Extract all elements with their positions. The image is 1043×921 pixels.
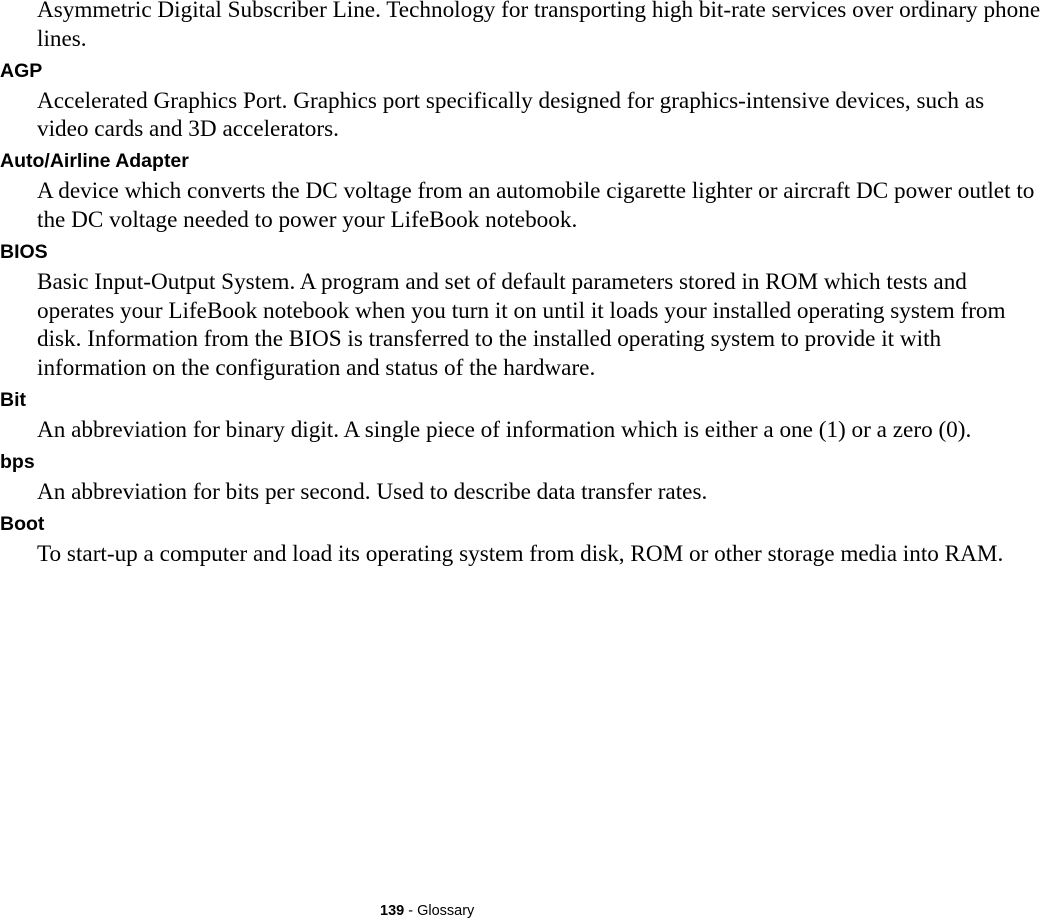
glossary-definition: An abbreviation for binary digit. A single piece of information which is either a one (1) or a zero (0).	[37, 416, 972, 443]
glossary-entry-auto-airline-adapter	[0, 144, 1043, 235]
glossary-definition: An abbreviation for bits per second. Used to describe data transfer rates.	[37, 478, 708, 505]
page-number: 139	[380, 903, 405, 919]
glossary-term: bps	[0, 450, 35, 473]
glossary-definition: Accelerated Graphics Port. Graphics port specifically designed for graphics-intensive devices, such as video cards and 3D accelerators.	[37, 87, 985, 143]
glossary-entry-bios	[0, 235, 1043, 383]
glossary-definition: A device which converts the DC voltage from an automobile cigarette lighter or aircraft DC power outlet to the DC voltage needed to power your LifeBook notebook.	[37, 178, 1035, 233]
glossary-term: AGP	[0, 59, 43, 82]
glossary-term: Boot	[0, 512, 45, 535]
glossary-entry-bps	[0, 445, 1043, 507]
adsl-definition: Asymmetric Digital Subscriber Line. Technology for transporting high bit-rate services over ordinary phone lines.	[37, 0, 1041, 52]
page-footer	[380, 902, 474, 920]
glossary-definition: To start-up a computer and load its operating system from disk, ROM or other storage media into RAM.	[37, 540, 1004, 567]
glossary-entry-agp	[0, 54, 1043, 145]
glossary-term: Auto/Airline Adapter	[0, 150, 189, 173]
footer-separator: -	[404, 903, 418, 919]
glossary-entry-bit	[0, 383, 1043, 445]
glossary-term: Bit	[0, 388, 26, 411]
glossary-term: BIOS	[0, 240, 48, 263]
glossary-definition: Basic Input-Output System. A program and set of default parameters stored in ROM which tests and operates your LifeBook notebook when you turn it on until it loads your installed operating system from disk. Information from the BIOS is transferred to the installed operating system to provide it with information on the configuration and status of the hardware.	[37, 268, 1006, 382]
glossary-entry-boot	[0, 507, 1043, 569]
footer-section: Glossary	[417, 903, 475, 919]
